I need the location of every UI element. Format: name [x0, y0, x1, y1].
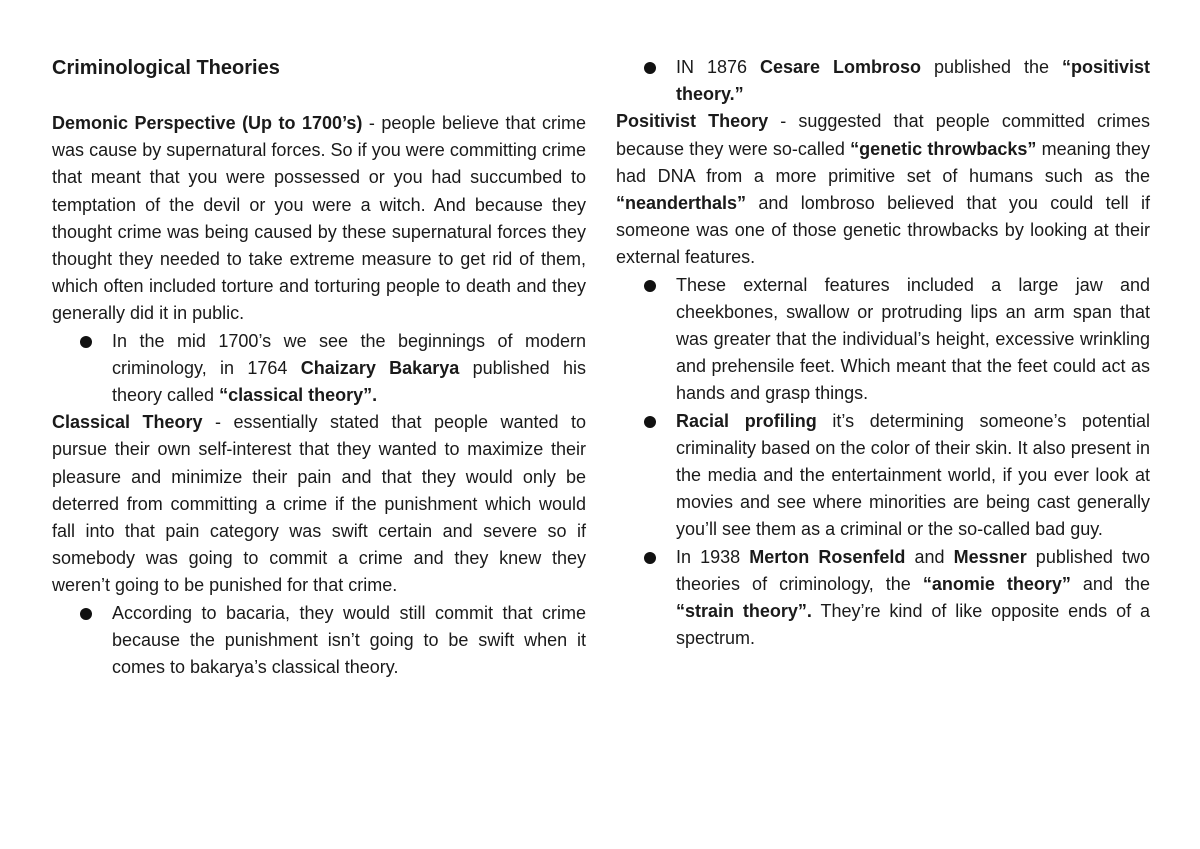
bullet-text: and the: [1070, 573, 1150, 594]
bullet-bold-term: Racial profiling: [676, 410, 817, 431]
bullet-bold-theory: “strain theory”.: [676, 601, 812, 622]
positivist-theory-paragraph: [616, 108, 1150, 271]
bullet-text: published two theories of criminology, the: [676, 546, 1150, 594]
positivist-theory-term: Positivist Theory: [616, 111, 769, 132]
paragraph-text: and lombroso believed that you could tell if someone was one of those genetic throwbacks by looking at their external features.: [616, 193, 1150, 268]
paragraph-text: - suggested that people committed crimes because they were so-called: [616, 111, 1150, 159]
bullet-text: IN 1876: [676, 57, 760, 77]
bold-phrase: “neanderthals”: [616, 193, 747, 214]
bullet-text: published the: [921, 57, 1062, 77]
bold-phrase: “genetic throwbacks”: [850, 138, 1037, 159]
bullet-bold-name: Cesare Lombroso: [759, 57, 921, 77]
bullet-bold-theory: “positivist theory.”: [676, 57, 1151, 105]
list-item: [676, 544, 1150, 653]
list-item: [112, 328, 586, 410]
list-item: [676, 408, 1150, 544]
classical-theory-paragraph: [52, 409, 586, 599]
list-item: [112, 600, 586, 682]
demonic-perspective-text: - people believe that crime was cause by supernatural forces. So if you were committing crime that meant that you were possessed or you had succumbed to temptation of the devil or you were a witch. And because they thought crime was being caused by these supernatural forces they thought they needed to take extreme measure to get rid of them, which often included torture and torturing people to death and they generally did it in public.: [52, 113, 586, 324]
bullet-text: In the mid 1700’s we see the beginnings of modern criminology, in 1764: [112, 330, 586, 378]
bullet-bold-theory: “classical theory”.: [219, 385, 378, 406]
bullet-list-bacaria: [52, 600, 586, 682]
bullet-text: In 1938: [676, 546, 750, 567]
bullet-list-modern-criminology: [52, 328, 586, 410]
bullet-bold-name: Merton Rosenfeld: [749, 546, 906, 567]
classical-theory-text: - essentially stated that people wanted to pursue their own self-interest that they wanted to maximize their pleasure and minimize their pain and that they would only be deterred from committing a crime if the punishment which would fall into that pain category was swift certain and severe so if somebody was going to commit a crime and they knew they weren’t going to be punished for that crime.: [52, 412, 586, 596]
bullet-text: They’re kind of like opposite ends of a spectrum.: [676, 601, 1150, 649]
list-item: [676, 54, 1150, 108]
bullet-bold-name: Messner: [953, 546, 1027, 567]
bullet-bold-name: Chaizary Bakarya: [300, 357, 460, 378]
page-title: Criminological Theories: [52, 57, 280, 79]
bullet-list-right: [616, 272, 1150, 653]
demonic-perspective-term: Demonic Perspective (Up to 1700’s): [52, 113, 363, 133]
bullet-text: it’s determining someone’s potential criminality based on the color of their skin. It also present in the media and the entertainment world, if you ever look at movies and see where minorities are being cast generally you’ll see them as a criminal or the so-called bad guy.: [676, 410, 1150, 540]
bullet-text: These external features included a large jaw and cheekbones, swallow or protruding lips an arm span that was greater that the individual’s height, excessive wrinkling and prehensile feet. Which meant that the feet could act as hands and grasp things.: [676, 274, 1150, 404]
list-item: [676, 272, 1150, 408]
demonic-perspective-paragraph: [52, 110, 586, 328]
bullet-text: and: [905, 546, 954, 567]
bullet-bold-theory: “anomie theory”: [922, 573, 1071, 594]
classical-theory-term: Classical Theory: [52, 412, 203, 433]
right-column: [616, 54, 1150, 652]
bullet-text: published his theory called: [112, 357, 587, 406]
paragraph-text: meaning they had DNA from a more primitive set of humans such as the: [616, 138, 1150, 186]
left-column: [52, 54, 586, 681]
bullet-text: According to bacaria, they would still commit that crime because the punishment isn’t going to be swift when it comes to bakarya’s classical theory.: [112, 602, 586, 678]
bullet-list-lombroso: [616, 54, 1150, 108]
